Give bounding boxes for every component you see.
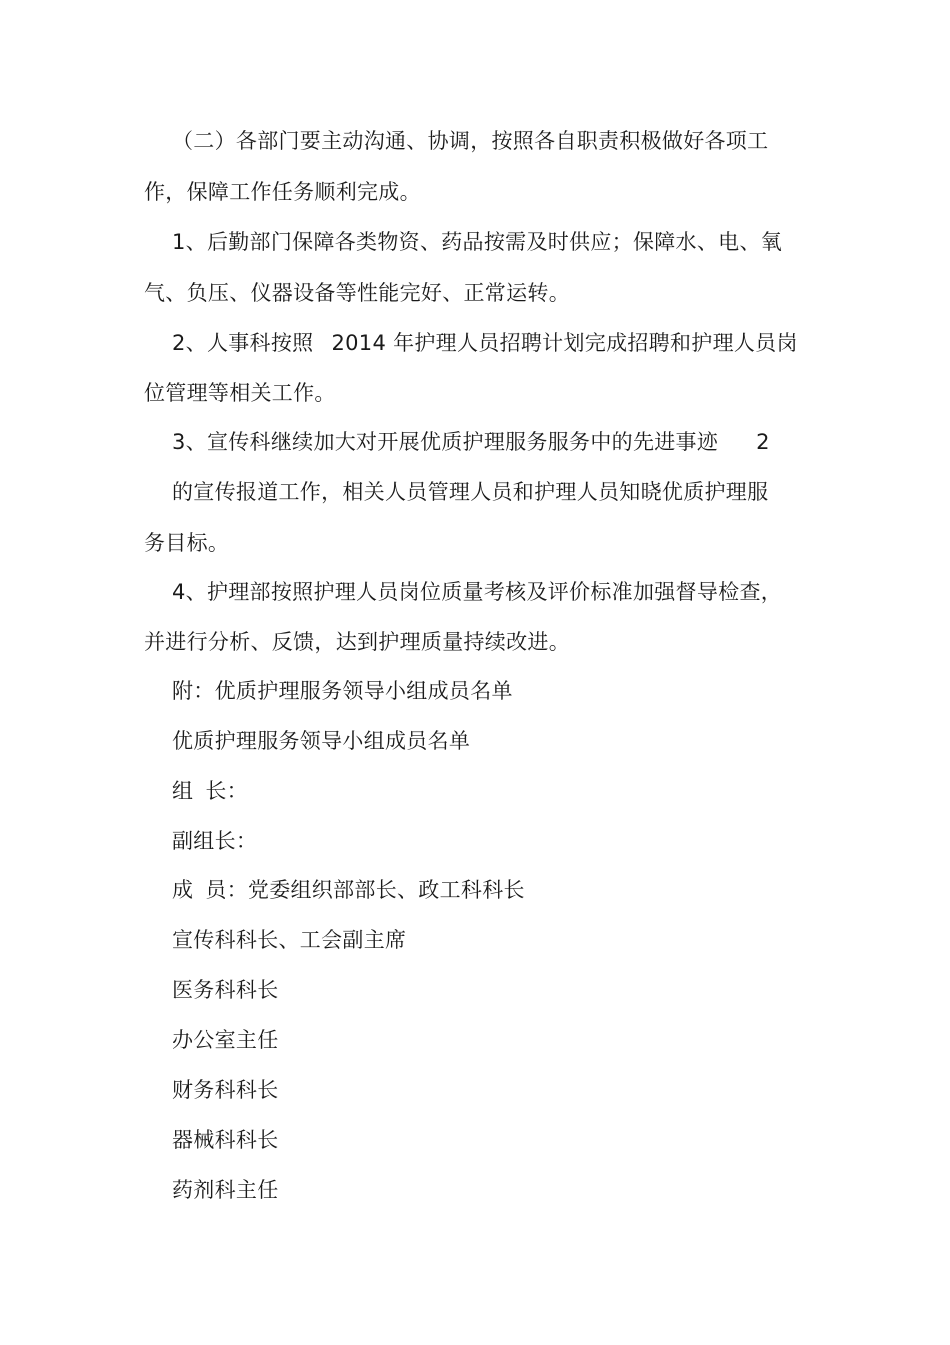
- item-3-line-1: [172, 428, 770, 456]
- list-title: 优质护理服务领导小组成员名单: [172, 729, 471, 753]
- list-item: 宣传科科长、工会副主席: [172, 928, 407, 952]
- item-4-line-2: 并进行分析、反馈，达到护理质量持续改进。: [144, 630, 570, 654]
- deputy-leader-row: 副组长：: [172, 829, 258, 853]
- leader-label-a: 组: [172, 779, 194, 803]
- list-item: 财务科科长: [172, 1078, 279, 1102]
- leader-row: [172, 777, 248, 805]
- list-item: 药剂科主任: [172, 1178, 279, 1202]
- list-item: 医务科科长: [172, 978, 279, 1002]
- item-1-line-1: 1、后勤部门保障各类物资、药品按需及时供应；保障水、电、氧: [172, 230, 783, 254]
- leader-label-b: 长：: [205, 779, 248, 803]
- members-row: [172, 876, 525, 904]
- item-3-page-number: 2: [756, 430, 770, 454]
- item-2-line-2: 位管理等相关工作。: [144, 381, 336, 405]
- item-2-line-1: [172, 329, 798, 357]
- paragraph-2-line-2: 作，保障工作任务顺利完成。: [144, 180, 421, 204]
- item-4-line-1: 4、护理部按照护理人员岗位质量考核及评价标准加强督导检查，: [172, 580, 783, 604]
- members-label-b: 员：党委组织部部长、政工科科长: [205, 878, 525, 902]
- attachment-note: 附：优质护理服务领导小组成员名单: [172, 679, 513, 703]
- list-item: 办公室主任: [172, 1028, 279, 1052]
- item-3-line-2: 的宣传报道工作，相关人员管理人员和护理人员知晓优质护理服: [172, 480, 769, 504]
- paragraph-2-line-1: （二）各部门要主动沟通、协调，按照各自职责积极做好各项工: [172, 129, 769, 153]
- item-1-line-2: 气、负压、仪器设备等性能完好、正常运转。: [144, 281, 570, 305]
- members-label-a: 成: [172, 878, 194, 902]
- item-2-line-1-part-a: 2、人事科按照: [172, 331, 314, 355]
- item-3-line-1-part-a: 3、宣传科继续加大对开展优质护理服务服务中的先进事迹: [172, 430, 719, 454]
- item-3-line-3: 务目标。: [144, 531, 230, 555]
- item-2-line-1-part-b: 2014 年护理人员招聘计划完成招聘和护理人员岗: [331, 331, 798, 355]
- list-item: 器械科科长: [172, 1128, 279, 1152]
